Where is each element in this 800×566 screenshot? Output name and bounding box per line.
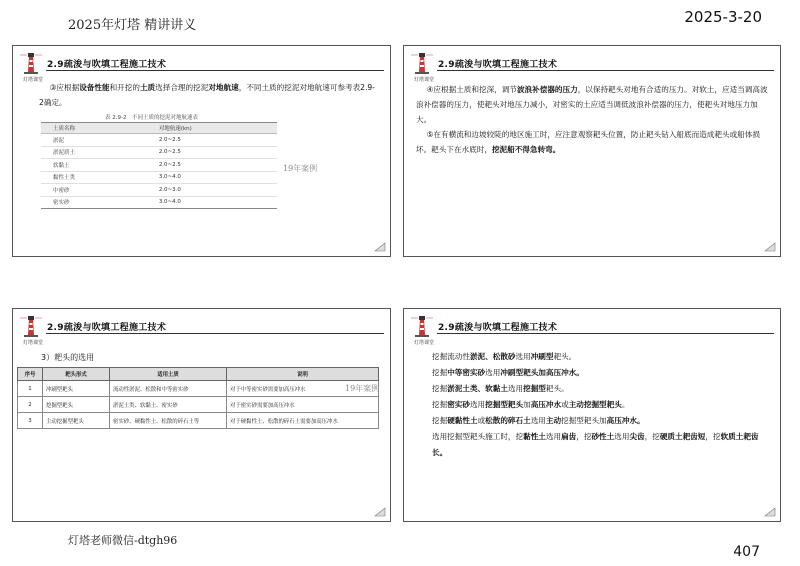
table-caption: 表 2.9-2 不同土质的挖泥对地航速表 <box>105 115 198 121</box>
table-row: 软黏土 2.0~2.5 <box>41 159 277 172</box>
list-item: 挖掘流动性淤泥、松散砂选用冲刷型耙头。 <box>432 352 577 361</box>
bold-run: 土质 <box>139 83 156 92</box>
page-curl-icon <box>374 507 386 517</box>
logo-text: 灯塔课堂 <box>413 77 434 83</box>
header-date: 2025-3-20 <box>684 8 762 26</box>
list-item: 挖掘中等密实砂选用冲刷型耙头加高压冲水。 <box>432 368 584 377</box>
logo-text: 灯塔课堂 <box>413 340 434 346</box>
table-header: 说明 <box>227 368 379 381</box>
page-number: 407 <box>733 544 760 560</box>
text-run: ③应根据 <box>49 83 80 92</box>
title-divider <box>437 70 774 71</box>
slide-4 <box>403 308 781 522</box>
slide-title: 2.9疏浚与吹填工程施工技术 <box>438 60 558 70</box>
title-divider <box>46 333 384 334</box>
slide-title: 2.9疏浚与吹填工程施工技术 <box>47 60 167 70</box>
list-item: 挖掘硬黏性土或松散的碎石土选用主动挖掘型耙头加高压冲水。 <box>432 416 645 425</box>
logo-text: 灯塔课堂 <box>22 340 43 346</box>
text-run: ，不同土质的挖泥对地航速可参考表2.9-2确定。 <box>39 83 376 107</box>
table-row: 淤泥 2.0~2.5 <box>41 134 277 147</box>
page-curl-icon <box>374 242 386 252</box>
speed-table <box>41 122 277 209</box>
slide-body <box>432 349 768 461</box>
list-item: 挖掘密实砂选用挖掘型耙头加高压冲水或主动挖掘型耙头。 <box>432 400 630 409</box>
slide-paragraph <box>39 80 376 110</box>
table-row: 1 冲刷型耙头 流动性淤泥、松散和中等密实砂 对于中等密实砂需要加高压冲水 <box>18 381 379 397</box>
table-row: 密实砂 3.0~4.0 <box>41 196 277 209</box>
slide-subtitle: 3）耙头的选用 <box>41 353 95 362</box>
slide-2 <box>403 45 781 257</box>
table-header: 土质名称 <box>41 123 111 134</box>
list-item: 选用挖掘型耙头施工时，挖黏性土选用扁齿，挖砂性土选用尖齿，挖硬质土耙齿短，挖软质土耙齿长。 <box>432 432 759 457</box>
slide-title: 2.9疏浚与吹填工程施工技术 <box>438 323 558 333</box>
footer-contact: 灯塔老师微信-dtgh96 <box>68 534 178 547</box>
table-row: 3 主动挖掘型耙头 密实砂、硬黏性土、松散的碎石土等 对于硬黏性土、松散的碎石土需要加高压冲水 <box>18 413 379 429</box>
list-item: 挖掘淤泥土类、软黏土选用挖掘型耙头。 <box>432 384 569 393</box>
header-title: 2025年灯塔 精讲讲义 <box>68 18 197 33</box>
paragraph-4: ④应根据土质和挖深，调节波浪补偿器的压力，以保持耙头对地有合适的压力。对软土，应适当调高波浪补偿器的压力，使耙头对地压力减小，对密实的土应适当调低波浪补偿器的压力，使耙头对地压力加大。 <box>416 85 768 124</box>
text-run: 选择合理的挖泥 <box>155 83 209 92</box>
table-header: 对地航速(kn) <box>111 123 277 134</box>
logo-text: 灯塔课堂 <box>22 77 43 83</box>
watermark-text: 19年案例 <box>345 384 380 393</box>
table-row: 2 挖掘型耙头 淤泥土类、软黏土、密实砂 对于密实砂需要加高压冲水 <box>18 397 379 413</box>
slide-title: 2.9疏浚与吹填工程施工技术 <box>47 323 167 333</box>
page-curl-icon <box>764 242 776 252</box>
dredge-head-table <box>17 367 379 429</box>
paragraph-5: ⑤在有横流和边坡较陡的地区施工时，应注意观察耙头位置，防止耙头钻入船底而造成耙头或船体损坏。耙头下在水底时，挖泥船不得急转弯。 <box>416 130 760 154</box>
table-row: 中密砂 2.0~3.0 <box>41 184 277 197</box>
title-divider <box>437 333 774 334</box>
bold-run: 设备性能 <box>79 83 110 92</box>
page-curl-icon <box>764 507 776 517</box>
slide-3 <box>12 308 391 522</box>
watermark-text: 19年案例 <box>283 164 318 173</box>
slide-1 <box>12 45 391 257</box>
table-header: 序号 <box>18 368 43 381</box>
slide-body <box>416 82 768 157</box>
table-header: 适用土质 <box>110 368 227 381</box>
table-row: 黏性土类 3.0~4.0 <box>41 171 277 184</box>
table-header: 耙头形式 <box>43 368 110 381</box>
text-run: 和开挖的 <box>109 83 140 92</box>
table-row: 淤泥质土 2.0~2.5 <box>41 146 277 159</box>
title-divider <box>46 70 384 71</box>
bold-run: 对地航速 <box>208 83 239 92</box>
